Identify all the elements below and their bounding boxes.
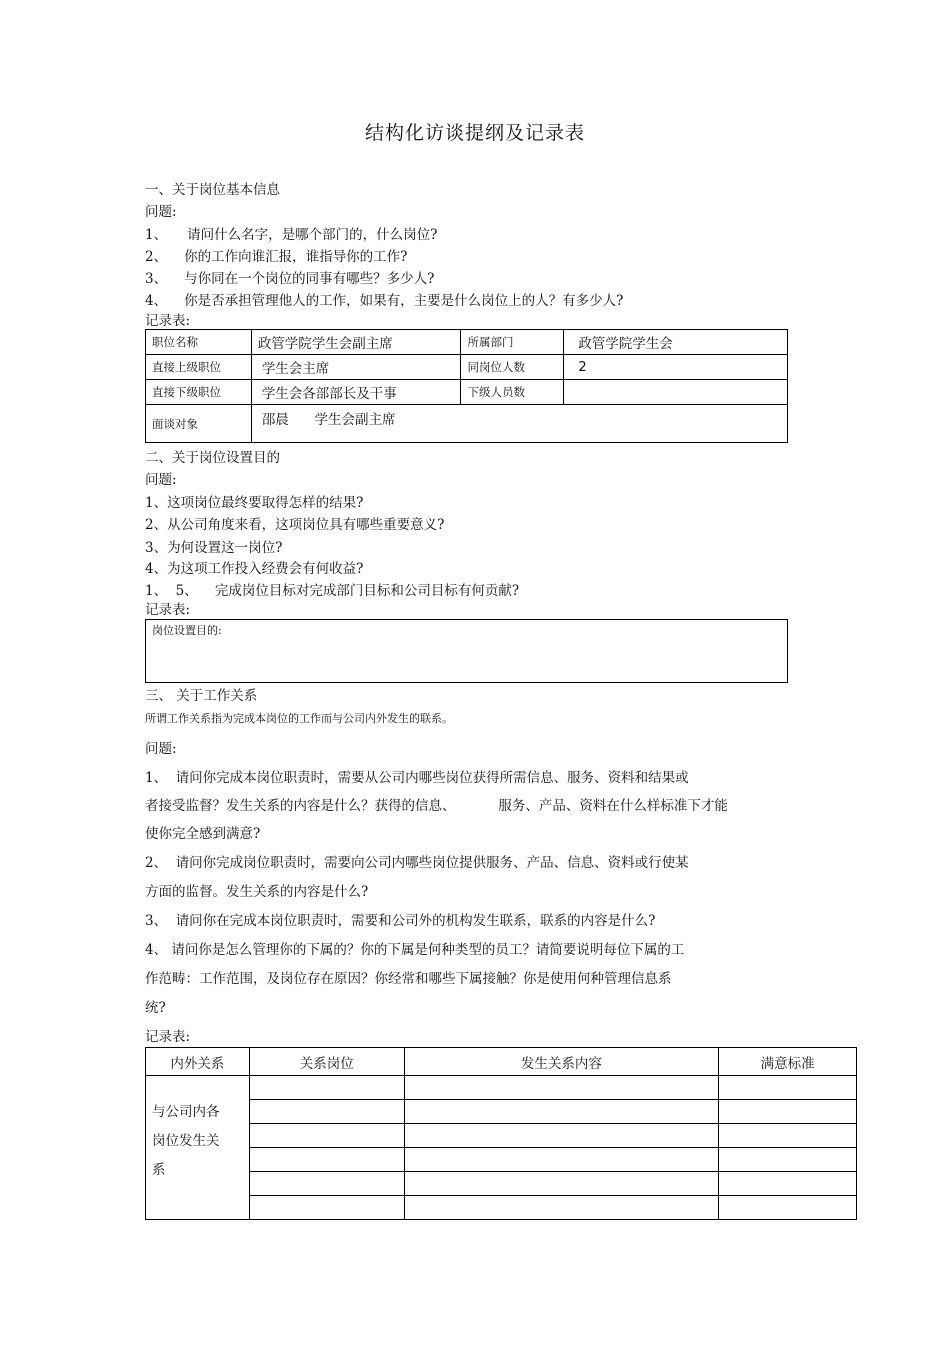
table-cell [404, 1124, 719, 1148]
section3-question-line: 3、 请问你在完成本岗位职责时，需要和公司外的机构发生联系，联系的内容是什么? [145, 913, 656, 929]
section2-questions-label: 问题: [145, 472, 177, 488]
section1-question: 2、 你的工作向谁汇报，谁指导你的工作? [145, 249, 408, 265]
section3-question-line: 1、 请问你完成本岗位职责时，需要从公司内哪些岗位获得所需信息、服务、资料和结果或 [145, 770, 689, 786]
superior-value: 学生会主席 [251, 355, 461, 380]
section1-questions-label: 问题: [145, 204, 177, 220]
superior-label: 直接上级职位 [146, 355, 252, 380]
section2-heading: 二、关于岗位设置目的 [145, 450, 280, 466]
table-cell [249, 1100, 404, 1124]
purpose-box [145, 619, 788, 683]
section1-question: 1、 请问什么名字，是哪个部门的，什么岗位? [145, 227, 438, 243]
peer-count-label: 同岗位人数 [461, 355, 564, 380]
position-name-value: 政管学院学生会副主席 [251, 330, 461, 355]
table-cell [719, 1196, 857, 1220]
subordinate-count-value [564, 380, 788, 405]
section2-question: 1、这项岗位最终要取得怎样的结果? [145, 495, 364, 511]
table-cell [719, 1100, 857, 1124]
section1-record-label: 记录表: [145, 313, 191, 329]
group-label-line: 系 [152, 1162, 166, 1178]
table-cell [404, 1196, 719, 1220]
section3-question-line: 方面的监督。发生关系的内容是什么? [145, 884, 369, 900]
col-header-relation-type: 内外关系 [146, 1048, 250, 1076]
subordinate-value: 学生会各部部长及干事 [251, 380, 461, 405]
table-cell [249, 1148, 404, 1172]
table-cell [249, 1196, 404, 1220]
table-cell [249, 1076, 404, 1100]
section3-question-line: 者接受监督？发生关系的内容是什么？获得的信息、 服务、产品、资料在什么样标准下才能 [145, 798, 728, 814]
col-header-relation-content: 发生关系内容 [404, 1048, 719, 1076]
relations-table [145, 1047, 857, 1220]
internal-relations-group-label [146, 1076, 250, 1220]
table-cell [719, 1124, 857, 1148]
section2-question: 3、为何设置这一岗位? [145, 540, 283, 556]
section2-question: 4、为这项工作投入经费会有何收益? [145, 561, 364, 577]
section3-record-label: 记录表: [145, 1029, 191, 1045]
table-cell [404, 1100, 719, 1124]
section3-heading: 三、 关于工作关系 [145, 688, 258, 704]
section2-question: 2、从公司角度来看，这项岗位具有哪些重要意义? [145, 517, 445, 533]
group-label-line: 与公司内各 [152, 1104, 220, 1120]
position-name-label: 职位名称 [146, 330, 252, 355]
peer-count-value: 2 [564, 355, 788, 380]
table-cell [249, 1124, 404, 1148]
department-value: 政管学院学生会 [564, 330, 788, 355]
table-cell [719, 1148, 857, 1172]
section1-heading: 一、关于岗位基本信息 [145, 182, 280, 198]
table-cell [404, 1172, 719, 1196]
table-cell [404, 1076, 719, 1100]
table-cell [249, 1172, 404, 1196]
section1-question: 4、 你是否承担管理他人的工作，如果有，主要是什么岗位上的人？有多少人? [145, 293, 624, 309]
section1-question: 3、 与你同在一个岗位的同事有哪些？多少人? [145, 271, 435, 287]
purpose-box-label: 岗位设置目的: [152, 624, 222, 637]
interviewee-label: 面谈对象 [146, 405, 252, 443]
interviewee-value: 邵晨 学生会副主席 [251, 405, 787, 443]
section3-question-line: 作范畴：工作范围，及岗位存在原因？你经常和哪些下属接触？你是使用何种管理信息系 [145, 971, 672, 987]
subordinate-label: 直接下级职位 [146, 380, 252, 405]
department-label: 所属部门 [461, 330, 564, 355]
table-cell [719, 1172, 857, 1196]
section3-question-line: 2、 请问你完成岗位职责时，需要向公司内哪些岗位提供服务、产品、信息、资料或行使某 [145, 855, 689, 871]
section3-questions-label: 问题: [145, 741, 177, 757]
section3-question-line: 使你完全感到满意? [145, 826, 261, 842]
section3-question-line: 统? [145, 1000, 166, 1016]
subordinate-count-label: 下级人员数 [461, 380, 564, 405]
col-header-related-position: 关系岗位 [249, 1048, 404, 1076]
group-label-line: 岗位发生关 [152, 1133, 220, 1149]
section2-record-label: 记录表: [145, 602, 191, 618]
section2-question: 1、 5、 完成岗位目标对完成部门目标和公司目标有何贡献? [145, 583, 520, 599]
page-title: 结构化访谈提纲及记录表 [364, 122, 585, 144]
table-cell [719, 1076, 857, 1100]
basic-info-table [145, 329, 788, 443]
section3-question-line: 4、 请问你是怎么管理你的下属的？你的下属是何种类型的员工？请简要说明每位下属的工 [145, 942, 685, 958]
col-header-satisfaction-standard: 满意标准 [719, 1048, 857, 1076]
table-cell [404, 1148, 719, 1172]
section3-intro: 所谓工作关系指为完成本岗位的工作而与公司内外发生的联系。 [145, 712, 453, 725]
